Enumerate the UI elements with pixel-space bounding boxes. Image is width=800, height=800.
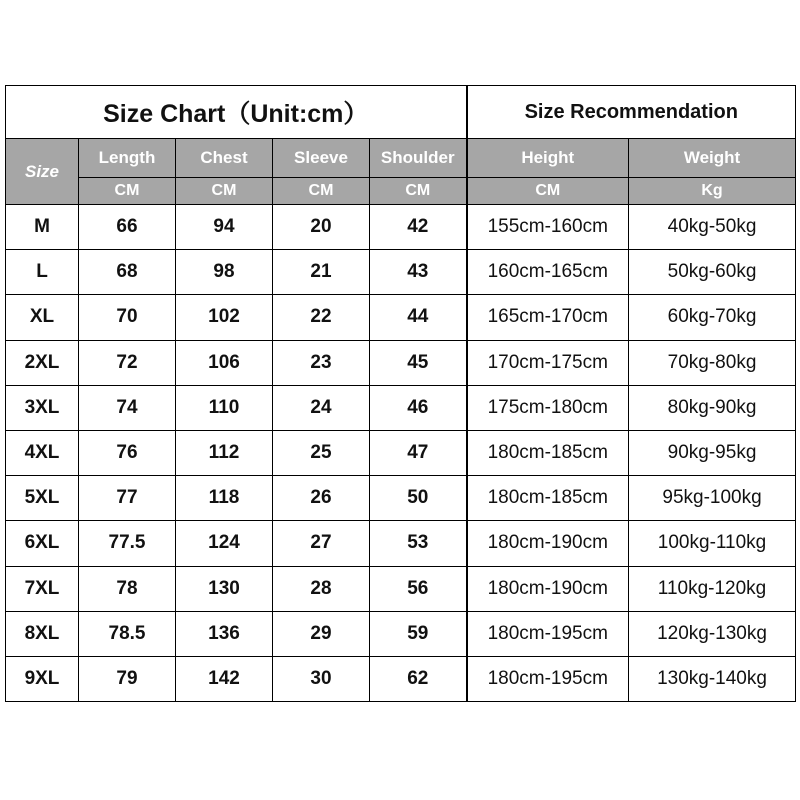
header-sleeve: Sleeve (273, 139, 370, 178)
cell-height: 165cm-170cm (467, 295, 629, 340)
cell-shoulder: 42 (370, 205, 467, 250)
cell-length: 68 (79, 250, 176, 295)
cell-length: 77 (79, 476, 176, 521)
cell-shoulder: 62 (370, 656, 467, 701)
table-row (6, 205, 796, 250)
table-row (6, 656, 796, 701)
cell-chest: 130 (176, 566, 273, 611)
cell-weight: 100kg-110kg (629, 521, 796, 566)
cell-length: 79 (79, 656, 176, 701)
cell-chest: 98 (176, 250, 273, 295)
cell-chest: 142 (176, 656, 273, 701)
header-size: Size (6, 139, 79, 205)
cell-chest: 112 (176, 430, 273, 475)
cell-weight: 90kg-95kg (629, 430, 796, 475)
cell-chest: 118 (176, 476, 273, 521)
cell-weight: 110kg-120kg (629, 566, 796, 611)
cell-size: 4XL (6, 430, 79, 475)
cell-size: 8XL (6, 611, 79, 656)
cell-sleeve: 24 (273, 385, 370, 430)
header-height: Height (467, 139, 629, 178)
table-row (6, 295, 796, 340)
header-shoulder: Shoulder (370, 139, 467, 178)
header-weight: Weight (629, 139, 796, 178)
table-row (6, 611, 796, 656)
cell-sleeve: 27 (273, 521, 370, 566)
cell-size: 6XL (6, 521, 79, 566)
cell-height: 180cm-185cm (467, 430, 629, 475)
table-row (6, 385, 796, 430)
cell-weight: 60kg-70kg (629, 295, 796, 340)
cell-shoulder: 43 (370, 250, 467, 295)
cell-shoulder: 56 (370, 566, 467, 611)
cell-sleeve: 29 (273, 611, 370, 656)
cell-weight: 130kg-140kg (629, 656, 796, 701)
cell-sleeve: 20 (273, 205, 370, 250)
size-chart-table (5, 85, 796, 702)
unit-length: CM (79, 178, 176, 205)
header-chest: Chest (176, 139, 273, 178)
table-row (6, 521, 796, 566)
cell-height: 180cm-195cm (467, 611, 629, 656)
column-header-row (6, 139, 796, 178)
cell-length: 74 (79, 385, 176, 430)
cell-shoulder: 47 (370, 430, 467, 475)
cell-height: 180cm-195cm (467, 656, 629, 701)
table-body (6, 86, 796, 702)
cell-chest: 136 (176, 611, 273, 656)
table-row (6, 250, 796, 295)
cell-shoulder: 45 (370, 340, 467, 385)
cell-length: 72 (79, 340, 176, 385)
cell-weight: 70kg-80kg (629, 340, 796, 385)
cell-length: 77.5 (79, 521, 176, 566)
size-recommendation-title: Size Recommendation (467, 86, 796, 139)
cell-shoulder: 53 (370, 521, 467, 566)
cell-length: 78 (79, 566, 176, 611)
cell-shoulder: 59 (370, 611, 467, 656)
cell-height: 180cm-190cm (467, 566, 629, 611)
cell-weight: 95kg-100kg (629, 476, 796, 521)
cell-sleeve: 28 (273, 566, 370, 611)
unit-weight: Kg (629, 178, 796, 205)
cell-shoulder: 46 (370, 385, 467, 430)
unit-row (6, 178, 796, 205)
cell-size: L (6, 250, 79, 295)
cell-height: 180cm-185cm (467, 476, 629, 521)
cell-chest: 124 (176, 521, 273, 566)
cell-weight: 120kg-130kg (629, 611, 796, 656)
cell-sleeve: 22 (273, 295, 370, 340)
cell-length: 66 (79, 205, 176, 250)
cell-sleeve: 26 (273, 476, 370, 521)
cell-height: 160cm-165cm (467, 250, 629, 295)
cell-length: 78.5 (79, 611, 176, 656)
cell-size: XL (6, 295, 79, 340)
table-row (6, 340, 796, 385)
cell-chest: 94 (176, 205, 273, 250)
cell-length: 76 (79, 430, 176, 475)
cell-size: 9XL (6, 656, 79, 701)
header-length: Length (79, 139, 176, 178)
title-row (6, 86, 796, 139)
cell-chest: 110 (176, 385, 273, 430)
cell-chest: 102 (176, 295, 273, 340)
cell-sleeve: 21 (273, 250, 370, 295)
cell-weight: 50kg-60kg (629, 250, 796, 295)
size-chart-title: Size Chart（Unit:cm） (6, 86, 467, 139)
unit-shoulder: CM (370, 178, 467, 205)
cell-height: 180cm-190cm (467, 521, 629, 566)
cell-weight: 80kg-90kg (629, 385, 796, 430)
cell-shoulder: 44 (370, 295, 467, 340)
cell-length: 70 (79, 295, 176, 340)
cell-size: 7XL (6, 566, 79, 611)
unit-sleeve: CM (273, 178, 370, 205)
cell-sleeve: 23 (273, 340, 370, 385)
cell-size: 2XL (6, 340, 79, 385)
cell-sleeve: 25 (273, 430, 370, 475)
cell-size: 3XL (6, 385, 79, 430)
cell-chest: 106 (176, 340, 273, 385)
unit-height: CM (467, 178, 629, 205)
cell-height: 155cm-160cm (467, 205, 629, 250)
table-row (6, 430, 796, 475)
size-chart-frame (5, 85, 795, 717)
cell-weight: 40kg-50kg (629, 205, 796, 250)
cell-size: M (6, 205, 79, 250)
cell-height: 175cm-180cm (467, 385, 629, 430)
cell-size: 5XL (6, 476, 79, 521)
table-row (6, 476, 796, 521)
cell-height: 170cm-175cm (467, 340, 629, 385)
unit-chest: CM (176, 178, 273, 205)
cell-shoulder: 50 (370, 476, 467, 521)
cell-sleeve: 30 (273, 656, 370, 701)
table-row (6, 566, 796, 611)
